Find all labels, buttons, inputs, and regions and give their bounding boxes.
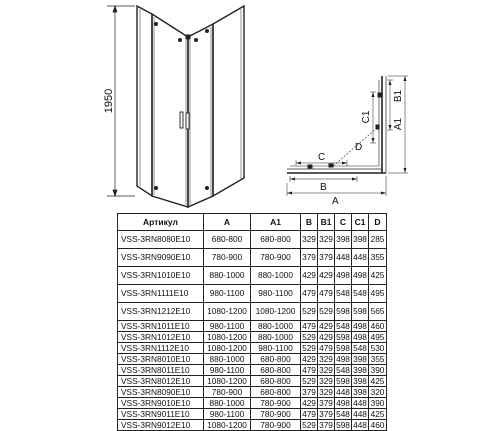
- table-row: [118, 321, 387, 332]
- cell-b1: 379: [318, 249, 335, 267]
- cell-c: 448: [336, 386, 350, 397]
- cell-b1: 529: [318, 303, 335, 321]
- cell-c1: 498: [352, 267, 369, 285]
- cell-d: 425: [369, 409, 387, 420]
- cell-c1: 398: [353, 375, 367, 386]
- table-header-row: [118, 214, 387, 231]
- cell-a: 980-1100: [204, 365, 251, 376]
- table-row: [118, 387, 387, 398]
- table-row: [118, 409, 387, 420]
- cell-c1: 448: [353, 408, 367, 419]
- shower-enclosure-elevation: [137, 6, 244, 207]
- cell-c: 498: [336, 397, 350, 408]
- plan-label-b1: B1: [393, 89, 404, 103]
- cell-a: 880-1000: [204, 267, 251, 285]
- cell-a1: 680-800: [251, 376, 301, 387]
- cell-a1: 980-1100: [251, 285, 301, 303]
- cell-a1: 680-800: [251, 231, 301, 249]
- cell-c1: 498: [353, 320, 367, 331]
- cell-d: 565: [369, 303, 387, 321]
- cell-a1: 980-1100: [251, 343, 301, 354]
- header-a: A: [204, 214, 251, 231]
- cell-article: VSS-3RN9090E10: [118, 249, 204, 267]
- cell-d: 390: [369, 398, 387, 409]
- cell-a1: 780-900: [251, 420, 301, 431]
- cell-d: 425: [369, 376, 387, 387]
- cell-a: 780-900: [204, 249, 251, 267]
- height-label: 1950: [103, 88, 115, 114]
- cell-c: 598: [336, 342, 350, 353]
- cell-d: 495: [369, 285, 387, 303]
- cell-a: 980-1100: [204, 321, 251, 332]
- cell-b: 479: [302, 364, 316, 375]
- cell-b1: 479: [319, 342, 333, 353]
- header-b: B: [301, 214, 318, 231]
- plan-label-b: B: [320, 182, 327, 193]
- cell-a: 1080-1200: [204, 420, 251, 431]
- table-row: [118, 231, 387, 249]
- cell-c: 548: [336, 364, 350, 375]
- table-row: [118, 267, 387, 285]
- cell-c: 498: [336, 353, 350, 364]
- table-row: [118, 398, 387, 409]
- cell-c: 498: [335, 267, 352, 285]
- cell-d: 285: [369, 231, 387, 249]
- cell-b1: 479: [318, 285, 335, 303]
- cell-b1: 329: [319, 364, 333, 375]
- cell-a: 880-1000: [204, 398, 251, 409]
- cell-c1: 548: [352, 285, 369, 303]
- cell-article: VSS-3RN8012E10: [118, 376, 204, 387]
- cell-c: 598: [336, 375, 350, 386]
- cell-a: 880-1000: [204, 354, 251, 365]
- cell-b1: 429: [318, 267, 335, 285]
- cell-c: 448: [335, 249, 352, 267]
- cell-a1: 780-900: [251, 249, 301, 267]
- cell-d: 425: [369, 267, 387, 285]
- cell-a: 1080-1200: [204, 303, 251, 321]
- plan-label-c1: C1: [361, 110, 372, 124]
- cell-d: 355: [369, 354, 387, 365]
- cell-c: 598: [336, 331, 350, 342]
- plan-label-a: A: [332, 196, 339, 207]
- cell-b1: 429: [319, 320, 333, 331]
- cell-article: VSS-3RN1112E10: [118, 343, 204, 354]
- table-row: [118, 365, 387, 376]
- cell-a: 980-1100: [204, 285, 251, 303]
- table-row: [118, 249, 387, 267]
- cell-a1: 680-800: [251, 354, 301, 365]
- cell-article: VSS-3RN9012E10: [118, 420, 204, 431]
- cell-b: 529: [302, 375, 316, 386]
- cell-article: VSS-3RN1212E10: [118, 303, 204, 321]
- cell-b1: 329: [319, 386, 333, 397]
- cell-b1: 329: [318, 231, 335, 249]
- cell-c1: 598: [352, 303, 369, 321]
- cell-article: VSS-3RN1012E10: [118, 332, 204, 343]
- cell-c: 598: [335, 303, 352, 321]
- cell-b: 429: [302, 397, 316, 408]
- dimensions-table: [117, 213, 387, 431]
- cell-c1: 448: [353, 397, 367, 408]
- cell-c1: 498: [353, 331, 367, 342]
- cell-b: 429: [301, 267, 318, 285]
- cell-article: VSS-3RN1111E10: [118, 285, 204, 303]
- header-a1: A1: [251, 214, 301, 231]
- plan-label-d: D: [355, 142, 363, 153]
- cell-c1: 398: [352, 231, 369, 249]
- cell-article: VSS-3RN8011E10: [118, 365, 204, 376]
- cell-b: 529: [302, 342, 316, 353]
- header-b1: B1: [318, 214, 335, 231]
- cell-d: 355: [369, 249, 387, 267]
- cell-b1: 379: [319, 397, 333, 408]
- table-row: [118, 285, 387, 303]
- header-c: C: [335, 214, 352, 231]
- cell-article: VSS-3RN9011E10: [118, 409, 204, 420]
- cell-b: 529: [301, 303, 318, 321]
- cell-a1: 880-1000: [251, 332, 301, 343]
- cell-b1: 379: [319, 419, 333, 430]
- cell-b: 379: [301, 249, 318, 267]
- cell-b: 529: [302, 419, 316, 430]
- cell-b: 479: [302, 320, 316, 331]
- cell-article: VSS-3RN1010E10: [118, 267, 204, 285]
- cell-c: 548: [335, 285, 352, 303]
- cell-b1: 329: [319, 353, 333, 364]
- cell-c1: 398: [353, 353, 367, 364]
- table-row: [118, 332, 387, 343]
- cell-b: 379: [302, 386, 316, 397]
- cell-c1: 448: [353, 419, 367, 430]
- cell-a: 1080-1200: [204, 376, 251, 387]
- header-d: D: [369, 214, 387, 231]
- cell-a1: 680-800: [251, 365, 301, 376]
- cell-b: 529: [302, 331, 316, 342]
- cell-b: 329: [301, 231, 318, 249]
- cell-article: VSS-3RN8080E10: [118, 231, 204, 249]
- cell-c1: 398: [353, 364, 367, 375]
- plan-label-a1: A1: [393, 117, 404, 131]
- cell-b1: 429: [319, 331, 333, 342]
- cell-b1: 329: [319, 375, 333, 386]
- cell-b: 479: [301, 285, 318, 303]
- cell-article: VSS-3RN9010E10: [118, 398, 204, 409]
- cell-article: VSS-3RN8010E10: [118, 354, 204, 365]
- cell-a: 1080-1200: [204, 332, 251, 343]
- cell-d: 460: [369, 420, 387, 431]
- cell-a1: 880-1000: [251, 321, 301, 332]
- cell-d: 390: [369, 365, 387, 376]
- header-c1: C1: [352, 214, 369, 231]
- cell-a1: 780-900: [251, 409, 301, 420]
- cell-article: VSS-3RN8090E10: [118, 387, 204, 398]
- plan-label-c: C: [318, 152, 326, 163]
- technical-drawing: [0, 0, 500, 215]
- cell-c1: 398: [353, 386, 367, 397]
- cell-d: 495: [369, 332, 387, 343]
- table-row: [118, 303, 387, 321]
- table-row: [118, 376, 387, 387]
- table-row: [118, 354, 387, 365]
- cell-article: VSS-3RN1011E10: [118, 321, 204, 332]
- cell-c: 548: [336, 320, 350, 331]
- cell-a1: 680-800: [251, 387, 301, 398]
- cell-c1: 448: [352, 249, 369, 267]
- cell-c1: 548: [353, 342, 367, 353]
- cell-b: 479: [302, 408, 316, 419]
- cell-a: 680-800: [204, 231, 251, 249]
- cell-c: 598: [336, 419, 350, 430]
- cell-c: 548: [336, 408, 350, 419]
- cell-a: 1080-1200: [204, 343, 251, 354]
- cell-d: 460: [369, 321, 387, 332]
- cell-c: 398: [335, 231, 352, 249]
- cell-a1: 880-1000: [251, 267, 301, 285]
- cell-d: 320: [369, 387, 387, 398]
- cell-b: 429: [302, 353, 316, 364]
- plan-view: [287, 76, 408, 196]
- header-article: Артикул: [118, 214, 204, 231]
- table-row: [118, 420, 387, 431]
- cell-d: 530: [369, 343, 387, 354]
- cell-a: 980-1100: [204, 409, 251, 420]
- table-body: [118, 231, 387, 431]
- table-row: [118, 343, 387, 354]
- cell-b1: 379: [319, 408, 333, 419]
- cell-a: 780-900: [204, 387, 251, 398]
- cell-a1: 1080-1200: [251, 303, 301, 321]
- cell-a1: 780-900: [251, 398, 301, 409]
